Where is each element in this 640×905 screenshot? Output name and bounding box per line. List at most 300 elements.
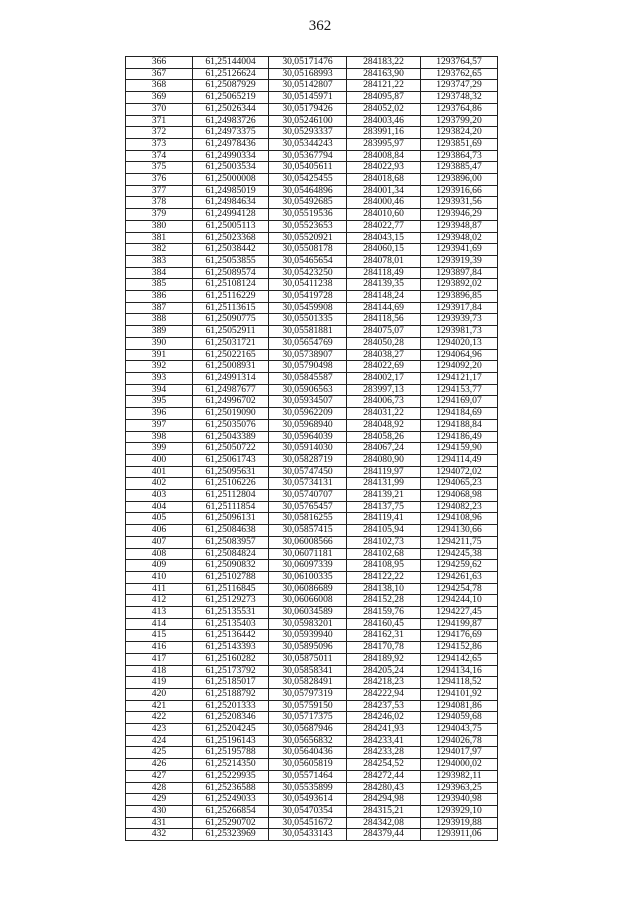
point-number-cell: 411	[126, 583, 193, 595]
longitude-cell: 30,05459908	[269, 302, 347, 314]
x-coordinate-cell: 284002,17	[347, 372, 421, 384]
x-coordinate-cell: 284118,49	[347, 267, 421, 279]
x-coordinate-cell: 284144,69	[347, 302, 421, 314]
y-coordinate-cell: 1294211,75	[421, 536, 498, 548]
point-number-cell: 425	[126, 747, 193, 759]
y-coordinate-cell: 1294068,98	[421, 490, 498, 502]
point-number-cell: 380	[126, 220, 193, 232]
latitude-cell: 61,25201333	[193, 700, 269, 712]
latitude-cell: 61,24991314	[193, 372, 269, 384]
latitude-cell: 61,25090775	[193, 314, 269, 326]
table-row	[126, 770, 498, 782]
longitude-cell: 30,05405611	[269, 162, 347, 174]
point-number-cell: 367	[126, 68, 193, 80]
x-coordinate-cell: 284294,98	[347, 794, 421, 806]
x-coordinate-cell: 284050,28	[347, 337, 421, 349]
longitude-cell: 30,06034589	[269, 607, 347, 619]
latitude-cell: 61,25136442	[193, 630, 269, 642]
point-number-cell: 384	[126, 267, 193, 279]
latitude-cell: 61,25113615	[193, 302, 269, 314]
longitude-cell: 30,05934507	[269, 396, 347, 408]
y-coordinate-cell: 1293916,66	[421, 185, 498, 197]
x-coordinate-cell: 284058,26	[347, 431, 421, 443]
latitude-cell: 61,25008931	[193, 361, 269, 373]
longitude-cell: 30,05983201	[269, 618, 347, 630]
point-number-cell: 383	[126, 255, 193, 267]
longitude-cell: 30,05246100	[269, 115, 347, 127]
latitude-cell: 61,25214350	[193, 759, 269, 771]
table-row	[126, 197, 498, 209]
point-number-cell: 430	[126, 806, 193, 818]
latitude-cell: 61,24985019	[193, 185, 269, 197]
y-coordinate-cell: 1293799,20	[421, 115, 498, 127]
longitude-cell: 30,05493614	[269, 794, 347, 806]
point-number-cell: 407	[126, 536, 193, 548]
x-coordinate-cell: 284138,10	[347, 583, 421, 595]
point-number-cell: 366	[126, 57, 193, 69]
y-coordinate-cell: 1293929,10	[421, 806, 498, 818]
x-coordinate-cell: 284031,22	[347, 408, 421, 420]
point-number-cell: 406	[126, 525, 193, 537]
latitude-cell: 61,25095631	[193, 466, 269, 478]
y-coordinate-cell: 1294017,97	[421, 747, 498, 759]
point-number-cell: 387	[126, 302, 193, 314]
latitude-cell: 61,25089574	[193, 267, 269, 279]
latitude-cell: 61,25129273	[193, 595, 269, 607]
longitude-cell: 30,05411238	[269, 279, 347, 291]
y-coordinate-cell: 1294020,13	[421, 337, 498, 349]
point-number-cell: 403	[126, 490, 193, 502]
y-coordinate-cell: 1293864,73	[421, 150, 498, 162]
longitude-cell: 30,05797319	[269, 688, 347, 700]
point-number-cell: 395	[126, 396, 193, 408]
point-number-cell: 391	[126, 349, 193, 361]
x-coordinate-cell: 284006,73	[347, 396, 421, 408]
coordinates-table	[125, 56, 498, 841]
point-number-cell: 409	[126, 560, 193, 572]
y-coordinate-cell: 1293931,56	[421, 197, 498, 209]
point-number-cell: 394	[126, 384, 193, 396]
latitude-cell: 61,25026344	[193, 103, 269, 115]
longitude-cell: 30,05738907	[269, 349, 347, 361]
longitude-cell: 30,05492685	[269, 197, 347, 209]
longitude-cell: 30,05168993	[269, 68, 347, 80]
point-number-cell: 428	[126, 782, 193, 794]
table-row	[126, 255, 498, 267]
table-row	[126, 337, 498, 349]
y-coordinate-cell: 1294186,49	[421, 431, 498, 443]
latitude-cell: 61,24990334	[193, 150, 269, 162]
y-coordinate-cell: 1293896,00	[421, 174, 498, 186]
point-number-cell: 400	[126, 454, 193, 466]
latitude-cell: 61,25084638	[193, 525, 269, 537]
longitude-cell: 30,05845587	[269, 372, 347, 384]
x-coordinate-cell: 284272,44	[347, 770, 421, 782]
longitude-cell: 30,05433143	[269, 829, 347, 841]
longitude-cell: 30,06008566	[269, 536, 347, 548]
page-number: 362	[308, 18, 332, 34]
point-number-cell: 373	[126, 138, 193, 150]
longitude-cell: 30,05828491	[269, 677, 347, 689]
point-number-cell: 398	[126, 431, 193, 443]
x-coordinate-cell: 284137,75	[347, 501, 421, 513]
longitude-cell: 30,05857415	[269, 525, 347, 537]
latitude-cell: 61,25090832	[193, 560, 269, 572]
longitude-cell: 30,05465654	[269, 255, 347, 267]
point-number-cell: 431	[126, 817, 193, 829]
longitude-cell: 30,05858341	[269, 665, 347, 677]
longitude-cell: 30,05939940	[269, 630, 347, 642]
table-row	[126, 443, 498, 455]
table-row	[126, 817, 498, 829]
y-coordinate-cell: 1294092,20	[421, 361, 498, 373]
x-coordinate-cell: 284233,41	[347, 735, 421, 747]
point-number-cell: 371	[126, 115, 193, 127]
latitude-cell: 61,25135403	[193, 618, 269, 630]
table-row	[126, 349, 498, 361]
table-row	[126, 103, 498, 115]
x-coordinate-cell: 284010,60	[347, 209, 421, 221]
table-row	[126, 583, 498, 595]
longitude-cell: 30,05962209	[269, 408, 347, 420]
y-coordinate-cell: 1294026,78	[421, 735, 498, 747]
x-coordinate-cell: 284233,28	[347, 747, 421, 759]
y-coordinate-cell: 1293747,29	[421, 80, 498, 92]
y-coordinate-cell: 1293941,69	[421, 244, 498, 256]
longitude-cell: 30,05344243	[269, 138, 347, 150]
table-row	[126, 630, 498, 642]
latitude-cell: 61,24983726	[193, 115, 269, 127]
table-row	[126, 607, 498, 619]
table-row	[126, 653, 498, 665]
y-coordinate-cell: 1294072,02	[421, 466, 498, 478]
longitude-cell: 30,06100335	[269, 571, 347, 583]
longitude-cell: 30,05816255	[269, 513, 347, 525]
point-number-cell: 426	[126, 759, 193, 771]
table-row	[126, 150, 498, 162]
x-coordinate-cell: 284022,69	[347, 361, 421, 373]
point-number-cell: 381	[126, 232, 193, 244]
table-row	[126, 408, 498, 420]
x-coordinate-cell: 284119,41	[347, 513, 421, 525]
x-coordinate-cell: 284139,35	[347, 279, 421, 291]
y-coordinate-cell: 1293981,73	[421, 326, 498, 338]
table-row	[126, 92, 498, 104]
latitude-cell: 61,24973375	[193, 127, 269, 139]
x-coordinate-cell: 284118,56	[347, 314, 421, 326]
longitude-cell: 30,06066008	[269, 595, 347, 607]
table-row	[126, 396, 498, 408]
x-coordinate-cell: 284241,93	[347, 724, 421, 736]
x-coordinate-cell: 284163,90	[347, 68, 421, 80]
table-row	[126, 162, 498, 174]
latitude-cell: 61,25290702	[193, 817, 269, 829]
coordinates-table-body	[126, 57, 498, 841]
table-row	[126, 220, 498, 232]
table-row	[126, 302, 498, 314]
table-row	[126, 454, 498, 466]
table-row	[126, 115, 498, 127]
latitude-cell: 61,25185017	[193, 677, 269, 689]
latitude-cell: 61,25005113	[193, 220, 269, 232]
table-row	[126, 68, 498, 80]
point-number-cell: 419	[126, 677, 193, 689]
latitude-cell: 61,25116845	[193, 583, 269, 595]
latitude-cell: 61,25195788	[193, 747, 269, 759]
latitude-cell: 61,25229935	[193, 770, 269, 782]
y-coordinate-cell: 1294134,16	[421, 665, 498, 677]
x-coordinate-cell: 284280,43	[347, 782, 421, 794]
table-row	[126, 279, 498, 291]
table-row	[126, 361, 498, 373]
x-coordinate-cell: 284160,45	[347, 618, 421, 630]
longitude-cell: 30,05828719	[269, 454, 347, 466]
point-number-cell: 408	[126, 548, 193, 560]
x-coordinate-cell: 284148,24	[347, 291, 421, 303]
longitude-cell: 30,05419728	[269, 291, 347, 303]
y-coordinate-cell: 1293940,98	[421, 794, 498, 806]
y-coordinate-cell: 1294227,45	[421, 607, 498, 619]
table-row	[126, 419, 498, 431]
table-row	[126, 712, 498, 724]
table-row	[126, 735, 498, 747]
latitude-cell: 61,25106226	[193, 478, 269, 490]
latitude-cell: 61,25061743	[193, 454, 269, 466]
longitude-cell: 30,05790498	[269, 361, 347, 373]
point-number-cell: 417	[126, 653, 193, 665]
table-row	[126, 724, 498, 736]
longitude-cell: 30,05717375	[269, 712, 347, 724]
y-coordinate-cell: 1293748,32	[421, 92, 498, 104]
y-coordinate-cell: 1294114,49	[421, 454, 498, 466]
table-row	[126, 490, 498, 502]
y-coordinate-cell: 1294064,96	[421, 349, 498, 361]
table-row	[126, 548, 498, 560]
longitude-cell: 30,05171476	[269, 57, 347, 69]
y-coordinate-cell: 1293885,47	[421, 162, 498, 174]
point-number-cell: 368	[126, 80, 193, 92]
table-row	[126, 127, 498, 139]
table-row	[126, 665, 498, 677]
y-coordinate-cell: 1294188,84	[421, 419, 498, 431]
point-number-cell: 410	[126, 571, 193, 583]
point-number-cell: 405	[126, 513, 193, 525]
x-coordinate-cell: 284001,34	[347, 185, 421, 197]
x-coordinate-cell: 284043,15	[347, 232, 421, 244]
longitude-cell: 30,05523653	[269, 220, 347, 232]
y-coordinate-cell: 1294176,69	[421, 630, 498, 642]
point-number-cell: 390	[126, 337, 193, 349]
y-coordinate-cell: 1294169,07	[421, 396, 498, 408]
latitude-cell: 61,25050722	[193, 443, 269, 455]
x-coordinate-cell: 284102,68	[347, 548, 421, 560]
y-coordinate-cell: 1293963,25	[421, 782, 498, 794]
latitude-cell: 61,25003534	[193, 162, 269, 174]
x-coordinate-cell: 284095,87	[347, 92, 421, 104]
latitude-cell: 61,25111854	[193, 501, 269, 513]
latitude-cell: 61,25096131	[193, 513, 269, 525]
x-coordinate-cell: 284342,08	[347, 817, 421, 829]
table-row	[126, 244, 498, 256]
y-coordinate-cell: 1293919,39	[421, 255, 498, 267]
x-coordinate-cell: 284060,15	[347, 244, 421, 256]
y-coordinate-cell: 1294000,02	[421, 759, 498, 771]
point-number-cell: 372	[126, 127, 193, 139]
latitude-cell: 61,25108124	[193, 279, 269, 291]
table-row	[126, 57, 498, 69]
y-coordinate-cell: 1294081,86	[421, 700, 498, 712]
x-coordinate-cell: 284022,93	[347, 162, 421, 174]
longitude-cell: 30,05142807	[269, 80, 347, 92]
point-number-cell: 413	[126, 607, 193, 619]
table-row	[126, 829, 498, 841]
point-number-cell: 379	[126, 209, 193, 221]
point-number-cell: 369	[126, 92, 193, 104]
latitude-cell: 61,25102788	[193, 571, 269, 583]
latitude-cell: 61,24978436	[193, 138, 269, 150]
y-coordinate-cell: 1294142,65	[421, 653, 498, 665]
y-coordinate-cell: 1294152,86	[421, 642, 498, 654]
point-number-cell: 377	[126, 185, 193, 197]
longitude-cell: 30,05293337	[269, 127, 347, 139]
longitude-cell: 30,06097339	[269, 560, 347, 572]
latitude-cell: 61,25083957	[193, 536, 269, 548]
point-number-cell: 392	[126, 361, 193, 373]
longitude-cell: 30,05968940	[269, 419, 347, 431]
x-coordinate-cell: 284022,77	[347, 220, 421, 232]
x-coordinate-cell: 284122,22	[347, 571, 421, 583]
latitude-cell: 61,25000008	[193, 174, 269, 186]
x-coordinate-cell: 284254,52	[347, 759, 421, 771]
longitude-cell: 30,05464896	[269, 185, 347, 197]
y-coordinate-cell: 1293851,69	[421, 138, 498, 150]
y-coordinate-cell: 1294244,10	[421, 595, 498, 607]
y-coordinate-cell: 1294101,92	[421, 688, 498, 700]
latitude-cell: 61,25065219	[193, 92, 269, 104]
longitude-cell: 30,05895096	[269, 642, 347, 654]
y-coordinate-cell: 1294121,17	[421, 372, 498, 384]
point-number-cell: 401	[126, 466, 193, 478]
latitude-cell: 61,25144004	[193, 57, 269, 69]
longitude-cell: 30,05423250	[269, 267, 347, 279]
point-number-cell: 421	[126, 700, 193, 712]
x-coordinate-cell: 283997,13	[347, 384, 421, 396]
y-coordinate-cell: 1293762,65	[421, 68, 498, 80]
longitude-cell: 30,05654769	[269, 337, 347, 349]
table-row	[126, 291, 498, 303]
point-number-cell: 423	[126, 724, 193, 736]
longitude-cell: 30,05734131	[269, 478, 347, 490]
longitude-cell: 30,05605819	[269, 759, 347, 771]
point-number-cell: 424	[126, 735, 193, 747]
table-row	[126, 618, 498, 630]
point-number-cell: 375	[126, 162, 193, 174]
x-coordinate-cell: 284000,46	[347, 197, 421, 209]
x-coordinate-cell: 284008,84	[347, 150, 421, 162]
point-number-cell: 414	[126, 618, 193, 630]
point-number-cell: 416	[126, 642, 193, 654]
table-row	[126, 138, 498, 150]
table-row	[126, 571, 498, 583]
y-coordinate-cell: 1293824,20	[421, 127, 498, 139]
point-number-cell: 378	[126, 197, 193, 209]
longitude-cell: 30,05875011	[269, 653, 347, 665]
longitude-cell: 30,05687946	[269, 724, 347, 736]
longitude-cell: 30,05581881	[269, 326, 347, 338]
x-coordinate-cell: 283991,16	[347, 127, 421, 139]
x-coordinate-cell: 284152,28	[347, 595, 421, 607]
y-coordinate-cell: 1294245,38	[421, 548, 498, 560]
x-coordinate-cell: 284131,99	[347, 478, 421, 490]
table-row	[126, 372, 498, 384]
table-row	[126, 688, 498, 700]
longitude-cell: 30,05571464	[269, 770, 347, 782]
longitude-cell: 30,05179426	[269, 103, 347, 115]
longitude-cell: 30,06086689	[269, 583, 347, 595]
x-coordinate-cell: 284119,97	[347, 466, 421, 478]
point-number-cell: 389	[126, 326, 193, 338]
longitude-cell: 30,05425455	[269, 174, 347, 186]
y-coordinate-cell: 1294065,23	[421, 478, 498, 490]
latitude-cell: 61,25143393	[193, 642, 269, 654]
table-row	[126, 478, 498, 490]
y-coordinate-cell: 1294199,87	[421, 618, 498, 630]
table-row	[126, 80, 498, 92]
y-coordinate-cell: 1294254,78	[421, 583, 498, 595]
y-coordinate-cell: 1293764,57	[421, 57, 498, 69]
table-row	[126, 782, 498, 794]
table-row	[126, 209, 498, 221]
point-number-cell: 388	[126, 314, 193, 326]
latitude-cell: 61,25236588	[193, 782, 269, 794]
point-number-cell: 397	[126, 419, 193, 431]
x-coordinate-cell: 284246,02	[347, 712, 421, 724]
table-row	[126, 806, 498, 818]
y-coordinate-cell: 1293919,88	[421, 817, 498, 829]
longitude-cell: 30,05914030	[269, 443, 347, 455]
x-coordinate-cell: 284121,22	[347, 80, 421, 92]
x-coordinate-cell: 284048,92	[347, 419, 421, 431]
point-number-cell: 415	[126, 630, 193, 642]
table-row	[126, 595, 498, 607]
x-coordinate-cell: 284003,46	[347, 115, 421, 127]
table-row	[126, 560, 498, 572]
table-row	[126, 700, 498, 712]
x-coordinate-cell: 284038,27	[347, 349, 421, 361]
table-row	[126, 759, 498, 771]
y-coordinate-cell: 1293896,85	[421, 291, 498, 303]
latitude-cell: 61,25188792	[193, 688, 269, 700]
y-coordinate-cell: 1294153,77	[421, 384, 498, 396]
longitude-cell: 30,05367794	[269, 150, 347, 162]
table-row	[126, 326, 498, 338]
y-coordinate-cell: 1294130,66	[421, 525, 498, 537]
y-coordinate-cell: 1293892,02	[421, 279, 498, 291]
table-row	[126, 642, 498, 654]
latitude-cell: 61,25196143	[193, 735, 269, 747]
y-coordinate-cell: 1294043,75	[421, 724, 498, 736]
table-row	[126, 466, 498, 478]
latitude-cell: 61,24996702	[193, 396, 269, 408]
x-coordinate-cell: 284080,90	[347, 454, 421, 466]
y-coordinate-cell: 1293939,73	[421, 314, 498, 326]
y-coordinate-cell: 1294259,62	[421, 560, 498, 572]
table-row	[126, 747, 498, 759]
x-coordinate-cell: 284170,78	[347, 642, 421, 654]
x-coordinate-cell: 284105,94	[347, 525, 421, 537]
y-coordinate-cell: 1293948,87	[421, 220, 498, 232]
table-row	[126, 513, 498, 525]
